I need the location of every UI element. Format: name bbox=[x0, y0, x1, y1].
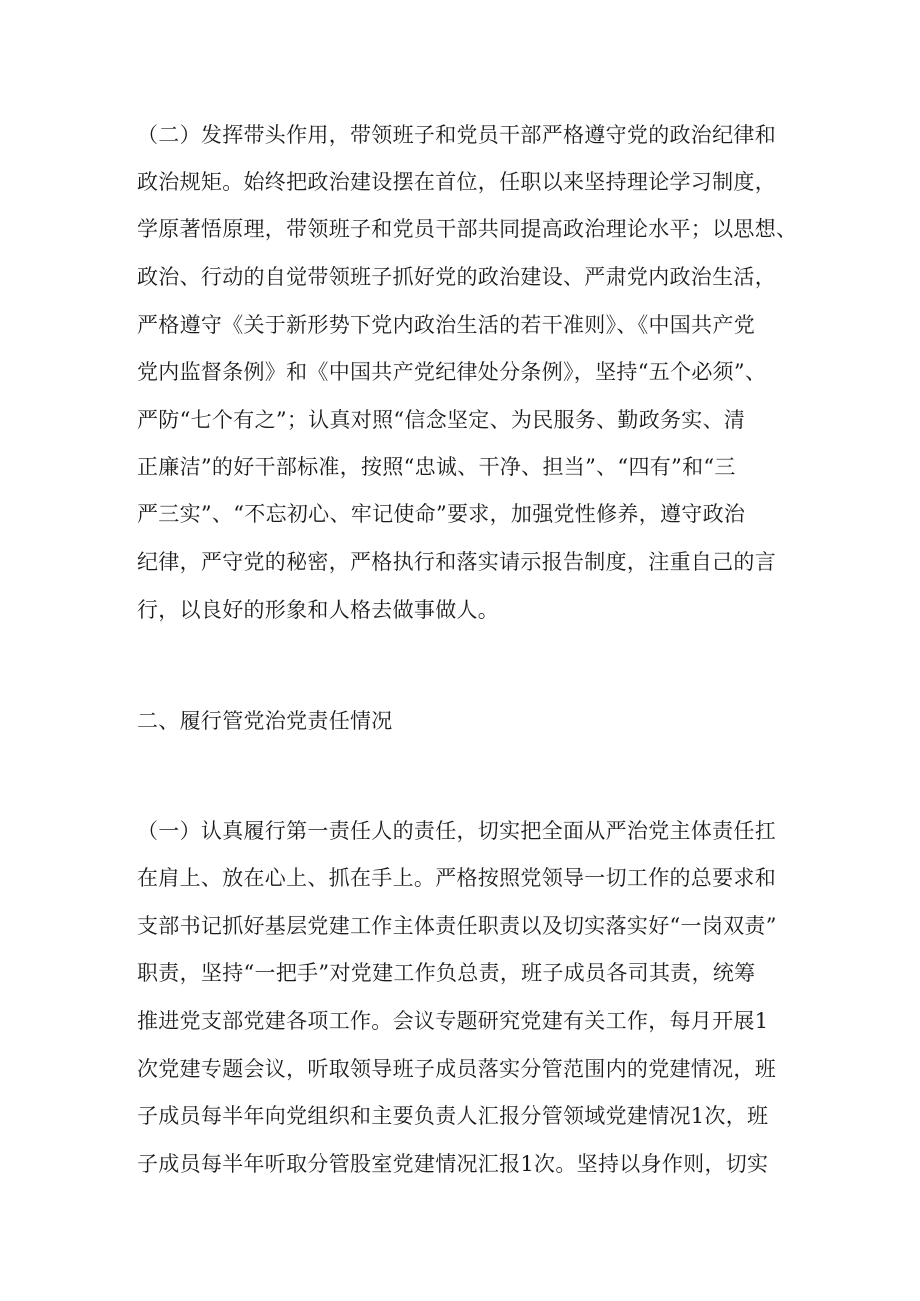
text-line: （一）认真履行第一责任人的责任，切实把全面从严治党主体责任扛 bbox=[137, 819, 776, 843]
text-line: 支部书记抓好基层党建工作主体责任职责以及切实落实好“一岗双责” bbox=[137, 914, 777, 938]
text-line: 子成员每半年听取分管股室党建情况汇报1次。坚持以身作则，切实 bbox=[137, 1152, 769, 1176]
text-line: 职责，坚持“一把手”对党建工作负总责，班子成员各司其责，统筹 bbox=[137, 961, 756, 985]
text-line: 在肩上、放在心上、抓在手上。严格按照党领导一切工作的总要求和 bbox=[137, 866, 776, 890]
text-line: 正廉洁”的好干部标准，按照“忠诚、干净、担当”、“四有”和“三 bbox=[137, 455, 736, 479]
text-line: 推进党支部党建各项工作。会议专题研究党建有关工作，每月开展1 bbox=[137, 1009, 769, 1033]
text-line: 纪律，严守党的秘密，严格执行和落实请示报告制度，注重自己的言 bbox=[137, 550, 776, 574]
text-line: 严防“七个有之”；认真对照“信念坚定、为民服务、勤政务实、清 bbox=[137, 408, 746, 432]
section-heading: 二、履行管党治党责任情况 bbox=[137, 709, 393, 733]
text-line: 子成员每半年向党组织和主要负责人汇报分管领域党建情况1次，班 bbox=[137, 1104, 769, 1128]
text-line: 政治、行动的自觉带领班子抓好党的政治建设、严肃党内政治生活， bbox=[137, 265, 776, 289]
text-line: （二）发挥带头作用，带领班子和党员干部严格遵守党的政治纪律和 bbox=[137, 123, 776, 147]
text-line: 政治规矩。始终把政治建设摆在首位，任职以来坚持理论学习制度， bbox=[137, 170, 776, 194]
text-line: 行，以良好的形象和人格去做事做人。 bbox=[137, 598, 500, 622]
text-line: 党内监督条例》和《中国共产党纪律处分条例》，坚持“五个必须”、 bbox=[137, 360, 767, 384]
text-line: 严格遵守《关于新形势下党内政治生活的若干准则》、《中国共产党 bbox=[137, 313, 755, 337]
text-line: 次党建专题会议，听取领导班子成员落实分管范围内的党建情况，班 bbox=[137, 1057, 776, 1081]
text-line: 学原著悟原理，带领班子和党员干部共同提高政治理论水平；以思想、 bbox=[137, 217, 798, 241]
text-line: 严三实”、“不忘初心、牢记使命”要求，加强党性修养，遵守政治 bbox=[137, 502, 746, 526]
